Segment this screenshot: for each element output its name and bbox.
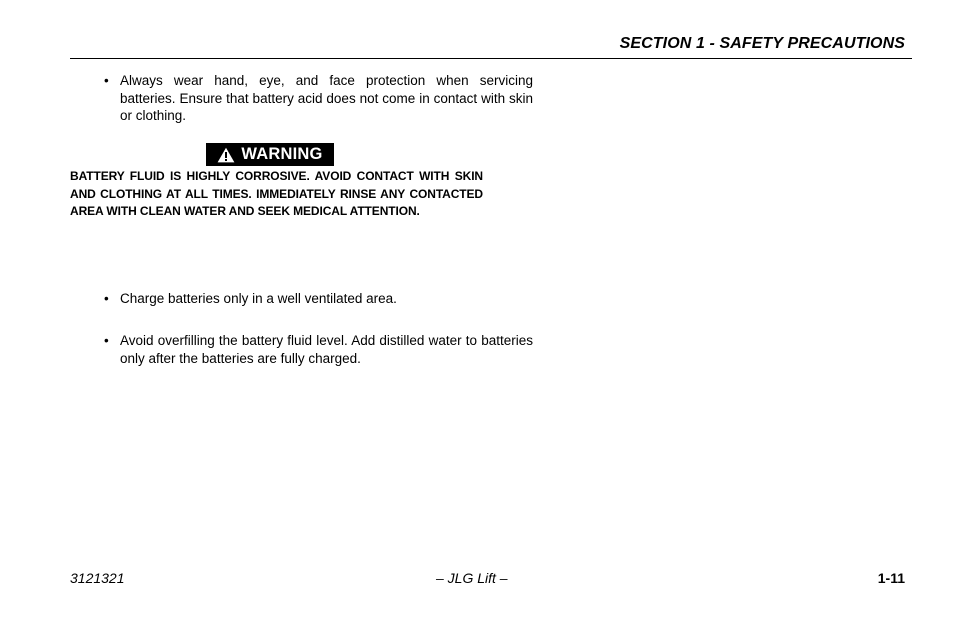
section-title: SECTION 1 - SAFETY PRECAUTIONS	[619, 35, 905, 52]
warning-label	[206, 143, 334, 166]
header-divider	[70, 58, 912, 59]
warning-triangle-icon	[217, 147, 235, 163]
bullet-text: Charge batteries only in a well ventilated area.	[120, 290, 397, 306]
document-number: 3121321	[70, 570, 125, 586]
warning-label-text: WARNING	[241, 145, 323, 163]
warning-message: BATTERY FLUID IS HIGHLY CORROSIVE. AVOID CONTACT WITH SKIN AND CLOTHING AT ALL TIMES. IMMEDIATELY RINSE ANY CONTACTED AREA WITH CLEAN WATER AND SEEK MEDICAL ATTENTION.	[70, 169, 483, 218]
footer-publisher: – JLG Lift –	[436, 570, 508, 586]
bullet-item	[70, 332, 533, 367]
bullet-dot: •	[104, 73, 109, 88]
bullet-dot: •	[104, 290, 109, 306]
bullet-text: Avoid overfilling the battery fluid level. Add distilled water to batteries only after the batteries are fully charged.	[120, 333, 533, 366]
page-number: 1-11	[877, 570, 905, 586]
bullet-dot: •	[104, 333, 109, 348]
bullet-item	[70, 72, 533, 125]
bullet-text: Always wear hand, eye, and face protection when servicing batteries. Ensure that battery acid does not come in contact with skin or clothing.	[120, 73, 533, 123]
bullet-item	[70, 290, 533, 308]
